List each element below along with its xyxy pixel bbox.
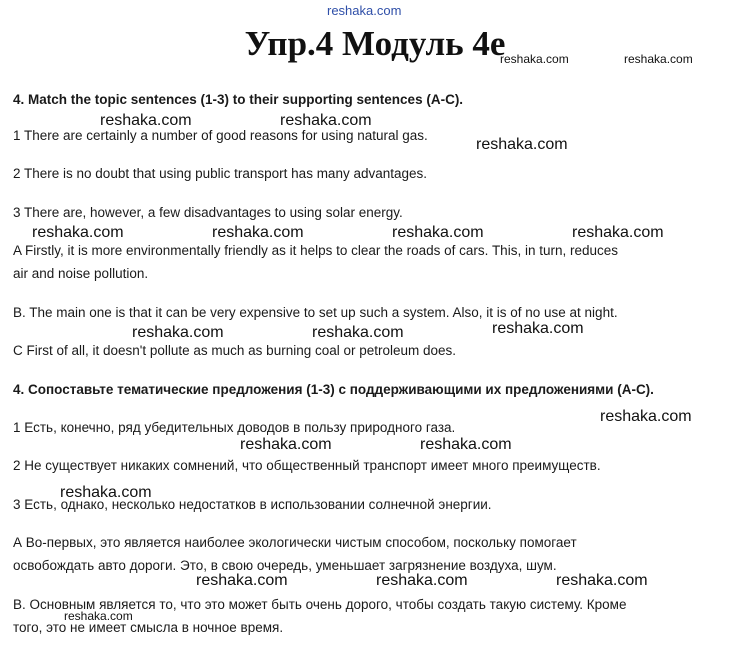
watermark: reshaka.com: [64, 609, 133, 623]
english-sentence-2: 2 There is no doubt that using public transport has many advantages.: [13, 166, 428, 181]
watermark: reshaka.com: [624, 52, 693, 66]
english-sentence-1: 1 There are certainly a number of good reasons for using natural gas.: [13, 128, 428, 143]
russian-sentence-1: 1 Есть, конечно, ряд убедительных доводов в пользу природного газа.: [13, 420, 456, 435]
watermark: reshaka.com: [32, 224, 124, 241]
english-option-b: B. The main one is that it can be very expensive to set up such a system. Also, it is of no use at night.: [13, 305, 618, 320]
russian-option-b-line-2: того, это не имеет смысла в ночное время.: [13, 620, 284, 635]
russian-sentence-2: 2 Не существует никаких сомнений, что общественный транспорт имеет много преимуществ.: [13, 458, 601, 473]
russian-option-a-line-1: А Во-первых, это является наиболее экологически чистым способом, поскольку помогает: [13, 535, 577, 550]
watermark: reshaka.com: [572, 224, 664, 241]
watermark: reshaka.com: [196, 572, 288, 589]
watermark: reshaka.com: [476, 136, 568, 153]
russian-option-a-line-2: освобождать авто дороги. Это, в свою очередь, уменьшает загрязнение воздуха, шум.: [13, 558, 557, 573]
watermark: reshaka.com: [500, 52, 569, 66]
english-option-c: C First of all, it doesn't pollute as much as burning coal or petroleum does.: [13, 343, 457, 358]
watermark: reshaka.com: [280, 112, 372, 129]
watermark: reshaka.com: [492, 320, 584, 337]
page-title: Упр.4 Модуль 4е: [244, 24, 506, 63]
watermark: reshaka.com: [327, 3, 402, 18]
russian-heading: 4. Сопоставьте тематические предложения (1-3) с поддерживающими их предложениями (А-С).: [13, 382, 654, 397]
english-sentence-3: 3 There are, however, a few disadvantages to using solar energy.: [13, 205, 403, 220]
watermark: reshaka.com: [212, 224, 304, 241]
english-option-a-line-1: A Firstly, it is more environmentally friendly as it helps to clear the roads of cars. This, in turn, reduces: [13, 243, 618, 258]
watermark: reshaka.com: [312, 324, 404, 341]
watermark: reshaka.com: [600, 408, 692, 425]
watermark: reshaka.com: [392, 224, 484, 241]
russian-sentence-3: 3 Есть, однако, несколько недостатков в использовании солнечной энергии.: [13, 497, 492, 512]
watermark: reshaka.com: [132, 324, 224, 341]
watermark: reshaka.com: [420, 436, 512, 453]
watermark: reshaka.com: [60, 484, 152, 501]
english-heading: 4. Match the topic sentences (1-3) to their supporting sentences (A-C).: [13, 92, 464, 107]
watermark: reshaka.com: [376, 572, 468, 589]
watermark: reshaka.com: [100, 112, 192, 129]
watermark: reshaka.com: [556, 572, 648, 589]
watermark: reshaka.com: [240, 436, 332, 453]
russian-option-b-line-1: В. Основным является то, что это может быть очень дорого, чтобы создать такую систему. Кроме: [13, 597, 627, 612]
english-option-a-line-2: air and noise pollution.: [13, 266, 149, 281]
